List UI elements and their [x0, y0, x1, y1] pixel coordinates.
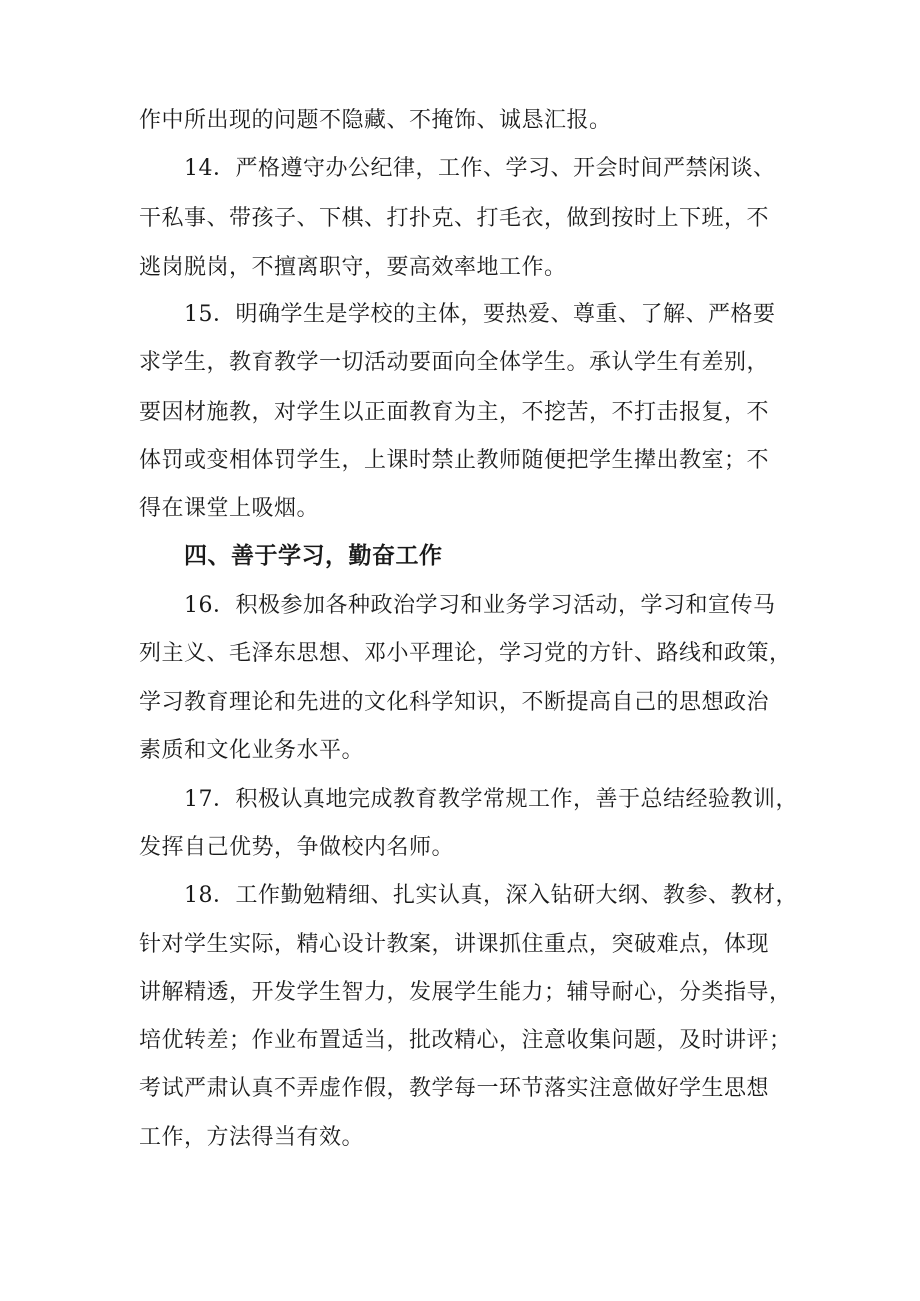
section-heading: 四、善于学习，勤奋工作 [184, 543, 443, 569]
paragraph-17-line-2: 发挥自己优势，争做校内名师。 [139, 835, 455, 860]
paragraph-18-line-2: 针对学生实际，精心设计教案，讲课抓住重点，突破难点，体现 [139, 932, 770, 957]
paragraph-14-line-1: 14．严格遵守办公纪律，工作、学习、开会时间严禁闲谈、 [184, 156, 776, 181]
paragraph-14-line-3: 逃岗脱岗，不擅离职守，要高效率地工作。 [139, 255, 567, 280]
paragraph-13-line-1: 作中所出现的问题不隐藏、不掩饰、诚恳汇报。 [139, 108, 612, 133]
paragraph-18-line-6: 工作，方法得当有效。 [139, 1125, 365, 1150]
paragraph-18-line-4: 培优转差；作业布置适当，批改精心，注意收集问题，及时讲评； [139, 1028, 792, 1053]
paragraph-18-line-5: 考试严肃认真不弄虚作假，教学每一环节落实注意做好学生思想 [139, 1076, 770, 1101]
paragraph-18-line-3: 讲解精透，开发学生智力，发展学生能力；辅导耐心，分类指导， [139, 980, 792, 1005]
paragraph-17-line-1: 17．积极认真地完成教育教学常规工作，善于总结经验教训， [184, 787, 798, 812]
paragraph-15-line-4: 体罚或变相体罚学生，上课时禁止教师随便把学生撵出教室；不 [139, 448, 770, 473]
paragraph-16-line-3: 学习教育理论和先进的文化科学知识，不断提高自己的思想政治 [139, 690, 770, 715]
paragraph-16-line-2: 列主义、毛泽东思想、邓小平理论，学习党的方针、路线和政策， [139, 641, 792, 666]
paragraph-18-line-1: 18．工作勤勉精细、扎实认真，深入钻研大纲、教参、教材， [184, 883, 798, 908]
paragraph-16-line-4: 素质和文化业务水平。 [139, 738, 365, 763]
paragraph-16-line-1: 16．积极参加各种政治学习和业务学习活动，学习和宣传马 [184, 593, 776, 618]
paragraph-15-line-5: 得在课堂上吸烟。 [139, 496, 320, 521]
paragraph-15-line-2: 求学生，教育教学一切活动要面向全体学生。承认学生有差别， [139, 350, 770, 375]
paragraph-15-line-1: 15．明确学生是学校的主体，要热爱、尊重、了解、严格要 [184, 302, 776, 327]
paragraph-14-line-2: 干私事、带孩子、下棋、打扑克、打毛衣，做到按时上下班，不 [139, 206, 770, 231]
paragraph-15-line-3: 要因材施教，对学生以正面教育为主，不挖苦，不打击报复，不 [139, 400, 770, 425]
